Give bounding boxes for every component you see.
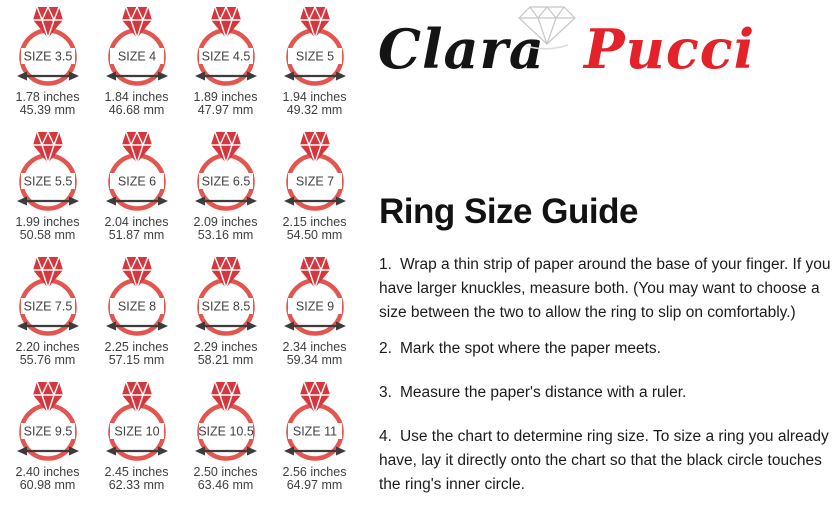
- ring-icon: [194, 250, 258, 338]
- instruction-step: [379, 381, 839, 405]
- mm-value: 64.97 mm: [286, 478, 343, 492]
- page-title: Ring Size Guide: [379, 192, 638, 231]
- size-label: SIZE 4.5: [201, 49, 250, 64]
- size-label: SIZE 6.5: [201, 174, 250, 189]
- diameter-arrow-icon: [106, 322, 168, 331]
- mm-value: 57.15 mm: [108, 353, 165, 367]
- size-label: SIZE 5.5: [23, 174, 72, 189]
- ring-icon: [16, 125, 80, 213]
- diameter-arrow-icon: [106, 72, 168, 81]
- brand-name-pucci: Pucci: [584, 17, 756, 81]
- diameter-arrow-icon: [17, 197, 79, 206]
- mm-value: 47.97 mm: [197, 103, 254, 117]
- inches-value: 2.09 inches: [193, 215, 258, 229]
- inches-value: 1.94 inches: [282, 90, 347, 104]
- measurement: [105, 216, 169, 242]
- mm-value: 59.34 mm: [286, 353, 343, 367]
- size-label: SIZE 4: [117, 49, 156, 64]
- ring-item: [270, 250, 359, 375]
- inches-value: 2.20 inches: [15, 340, 80, 354]
- instruction-step: [379, 253, 839, 325]
- step-text: Measure the paper's distance with a ruler.: [399, 384, 687, 401]
- logo-diamond-icon: [516, 5, 578, 53]
- measurement: [105, 91, 169, 117]
- mm-value: 46.68 mm: [108, 103, 165, 117]
- mm-value: 63.46 mm: [197, 478, 254, 492]
- ring-icon: [105, 0, 169, 88]
- ring-icon: [283, 375, 347, 463]
- mm-value: 62.33 mm: [108, 478, 165, 492]
- inches-value: 1.99 inches: [15, 215, 80, 229]
- size-label: SIZE 10: [113, 424, 160, 439]
- diameter-arrow-icon: [106, 447, 168, 456]
- size-label: SIZE 7: [295, 174, 334, 189]
- size-label: SIZE 8.5: [201, 299, 250, 314]
- brand-name-clara: Clara: [378, 17, 545, 81]
- diameter-arrow-icon: [17, 72, 79, 81]
- inches-value: 2.45 inches: [104, 465, 169, 479]
- step-text: Use the chart to determine ring size. To size a ring you already have, lay it directly onto the chart so that the black circle touches the ring's inner circle.: [379, 428, 829, 493]
- ring-item: [92, 0, 181, 125]
- step-number: 2.: [379, 340, 392, 357]
- ring-item: [270, 375, 359, 500]
- diameter-arrow-icon: [284, 72, 346, 81]
- diameter-arrow-icon: [106, 197, 168, 206]
- mm-value: 54.50 mm: [286, 228, 343, 242]
- mm-value: 45.39 mm: [19, 103, 76, 117]
- inches-value: 2.15 inches: [282, 215, 347, 229]
- measurement: [194, 341, 258, 367]
- measurement: [16, 91, 80, 117]
- ring-icon: [16, 0, 80, 88]
- size-label: SIZE 6: [117, 174, 156, 189]
- measurement: [16, 341, 80, 367]
- ring-item: [181, 125, 270, 250]
- diameter-arrow-icon: [195, 447, 257, 456]
- ring-item: [270, 0, 359, 125]
- inches-value: 2.29 inches: [193, 340, 258, 354]
- diameter-arrow-icon: [195, 322, 257, 331]
- ring-icon: [105, 375, 169, 463]
- ring-icon: [16, 375, 80, 463]
- inches-value: 2.25 inches: [104, 340, 169, 354]
- diameter-arrow-icon: [284, 447, 346, 456]
- ring-item: [270, 125, 359, 250]
- brand-logo: [378, 0, 839, 110]
- inches-value: 2.40 inches: [15, 465, 80, 479]
- inches-value: 2.50 inches: [193, 465, 258, 479]
- measurement: [194, 466, 258, 492]
- size-label: SIZE 7.5: [23, 299, 72, 314]
- ring-icon: [283, 250, 347, 338]
- size-label: SIZE 5: [295, 49, 334, 64]
- mm-value: 55.76 mm: [19, 353, 76, 367]
- inches-value: 1.84 inches: [104, 90, 169, 104]
- ring-icon: [194, 0, 258, 88]
- measurement: [16, 466, 80, 492]
- ring-icon: [283, 0, 347, 88]
- measurement: [16, 216, 80, 242]
- inches-value: 2.04 inches: [104, 215, 169, 229]
- ring-item: [181, 375, 270, 500]
- measurement: [283, 466, 347, 492]
- diameter-arrow-icon: [284, 322, 346, 331]
- measurement: [283, 91, 347, 117]
- diameter-arrow-icon: [284, 197, 346, 206]
- inches-value: 1.89 inches: [193, 90, 258, 104]
- ring-item: [3, 125, 92, 250]
- ring-icon: [194, 375, 258, 463]
- inches-value: 2.34 inches: [282, 340, 347, 354]
- diameter-arrow-icon: [195, 72, 257, 81]
- step-text: Mark the spot where the paper meets.: [399, 340, 661, 357]
- mm-value: 58.21 mm: [197, 353, 254, 367]
- measurement: [105, 466, 169, 492]
- diameter-arrow-icon: [195, 197, 257, 206]
- mm-value: 60.98 mm: [19, 478, 76, 492]
- size-label: SIZE 9.5: [23, 424, 72, 439]
- inches-value: 2.56 inches: [282, 465, 347, 479]
- step-number: 4.: [379, 428, 392, 445]
- measurement: [194, 216, 258, 242]
- diameter-arrow-icon: [17, 447, 79, 456]
- ring-item: [3, 0, 92, 125]
- size-label: SIZE 11: [292, 424, 337, 439]
- size-label: SIZE 8: [117, 299, 156, 314]
- measurement: [283, 341, 347, 367]
- ring-size-chart: [3, 0, 359, 500]
- ring-item: [3, 375, 92, 500]
- ring-item: [92, 125, 181, 250]
- instruction-step: [379, 425, 839, 497]
- ring-icon: [194, 125, 258, 213]
- step-text: Wrap a thin strip of paper around the base of your finger. If you have larger knuckles, measure both. (You may want to choose a size between the two to allow the ring to slip on comfortably.): [379, 256, 831, 321]
- mm-value: 51.87 mm: [108, 228, 165, 242]
- ring-item: [92, 375, 181, 500]
- size-label: SIZE 9: [295, 299, 334, 314]
- step-number: 1.: [379, 256, 392, 273]
- info-panel: [378, 0, 839, 501]
- ring-icon: [105, 125, 169, 213]
- measurement: [194, 91, 258, 117]
- size-label: SIZE 10.5: [197, 424, 254, 439]
- ring-item: [92, 250, 181, 375]
- instructions-list: [379, 253, 839, 517]
- ring-item: [181, 0, 270, 125]
- ring-icon: [283, 125, 347, 213]
- ring-icon: [16, 250, 80, 338]
- ring-icon: [105, 250, 169, 338]
- diameter-arrow-icon: [17, 322, 79, 331]
- mm-value: 53.16 mm: [197, 228, 254, 242]
- instruction-step: [379, 337, 839, 361]
- measurement: [105, 341, 169, 367]
- mm-value: 50.58 mm: [19, 228, 76, 242]
- inches-value: 1.78 inches: [15, 90, 80, 104]
- measurement: [283, 216, 347, 242]
- size-label: SIZE 3.5: [23, 49, 72, 64]
- mm-value: 49.32 mm: [286, 103, 343, 117]
- ring-item: [3, 250, 92, 375]
- step-number: 3.: [379, 384, 392, 401]
- ring-item: [181, 250, 270, 375]
